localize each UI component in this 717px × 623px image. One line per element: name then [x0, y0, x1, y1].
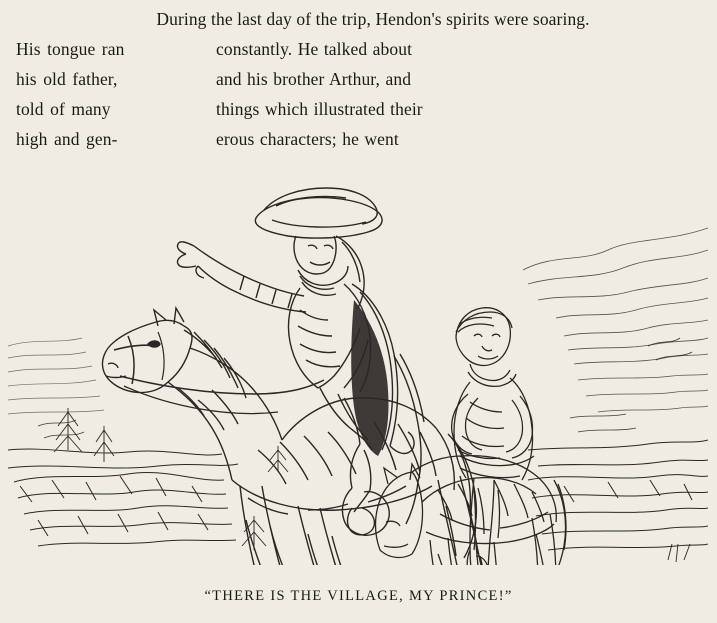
text-line-1	[16, 4, 704, 34]
body-text	[16, 4, 704, 154]
illustration	[8, 150, 708, 565]
text-line-2-right: constantly. He talked about	[216, 39, 413, 59]
text-line-4-left: told of many	[16, 99, 111, 119]
text-line-3	[16, 64, 704, 94]
text-line-5-right: erous characters; he went	[216, 129, 399, 149]
illustration-caption: “THERE IS THE VILLAGE, MY PRINCE!”	[204, 588, 513, 604]
text-line-5-left: high and gen-	[16, 129, 118, 149]
text-line-2-left: His tongue ran	[16, 39, 125, 59]
text-line-4	[16, 94, 704, 124]
text-line-3-left: his old father,	[16, 69, 118, 89]
text-line-3-right: and his brother Arthur, and	[216, 69, 412, 89]
text-line-2	[16, 34, 704, 64]
text-line-1-content: During the last day of the trip, Hendon's spirits were soaring.	[156, 9, 590, 29]
text-line-4-right: things which illustrated their	[216, 99, 423, 119]
